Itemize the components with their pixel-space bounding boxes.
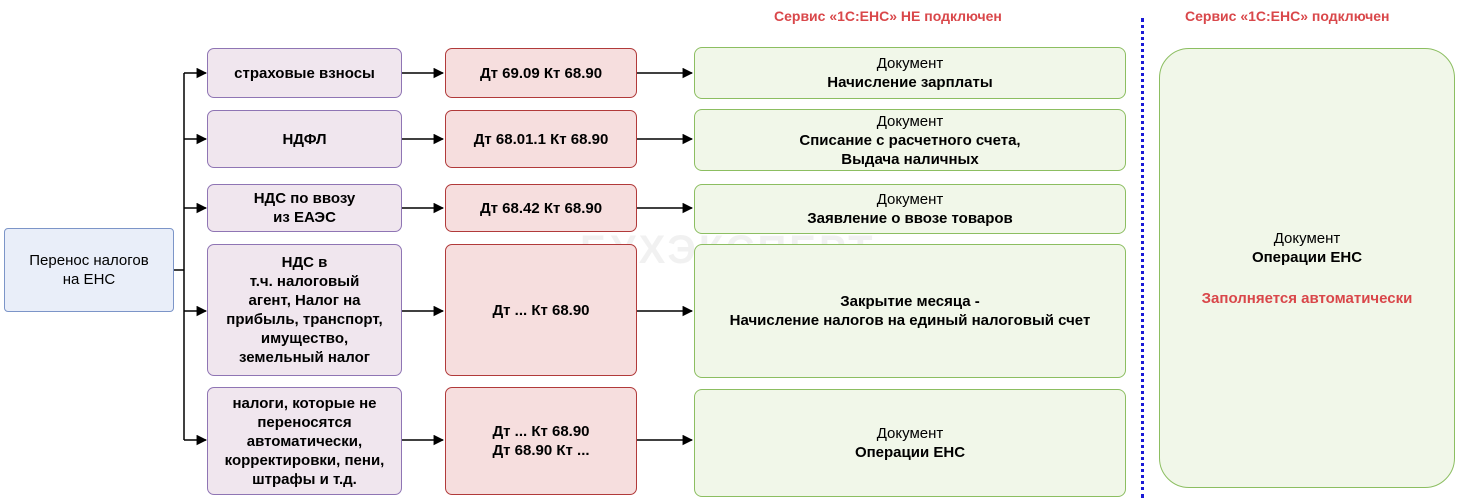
category-box-ndfl bbox=[207, 110, 402, 168]
doc-caption: Документ bbox=[876, 191, 944, 208]
category-line: т.ч. налоговый bbox=[249, 273, 360, 290]
doc-title-line: Начисление зарплаты bbox=[827, 74, 993, 91]
entry-line: Дт ... Кт 68.90 bbox=[492, 301, 590, 319]
doc-title-line: Списание с расчетного счета, bbox=[799, 131, 1021, 149]
source-trunk bbox=[174, 73, 184, 440]
category-line: автоматически, bbox=[246, 432, 363, 450]
entry-line: Дт 68.90 Кт ... bbox=[492, 442, 590, 459]
entry-box-row5 bbox=[445, 387, 637, 495]
category-line: НДФЛ bbox=[282, 130, 327, 148]
doc-title-line: Закрытие месяца - bbox=[840, 293, 980, 310]
category-line: НДС в bbox=[281, 254, 328, 271]
entry-line: Дт 68.01.1 Кт 68.90 bbox=[473, 130, 609, 148]
doc-box-ens-operations bbox=[694, 389, 1126, 497]
doc-box-bank-writeoff bbox=[694, 109, 1126, 171]
source-box bbox=[4, 228, 174, 312]
doc-title-line: Операции ЕНС bbox=[854, 444, 966, 461]
doc-box-month-closing bbox=[694, 244, 1126, 378]
doc-caption: Документ bbox=[876, 55, 944, 72]
doc-box-payroll bbox=[694, 47, 1126, 99]
header-connected: Сервис «1С:ЕНС» подключен bbox=[1185, 8, 1390, 24]
entry-line: Дт 69.09 Кт 68.90 bbox=[479, 64, 603, 82]
doc-box-import-declaration bbox=[694, 184, 1126, 234]
entry-line: Дт 68.42 Кт 68.90 bbox=[479, 199, 603, 217]
category-box-vat-import bbox=[207, 184, 402, 232]
entry-line: Дт ... Кт 68.90 bbox=[492, 423, 590, 440]
doc-caption: Документ bbox=[876, 425, 944, 442]
source-line-1: Перенос налогов bbox=[29, 252, 149, 269]
entry-box-row3 bbox=[445, 184, 637, 232]
category-box-vat-profit-etc bbox=[207, 244, 402, 376]
ens-caption: Документ bbox=[1273, 229, 1341, 247]
header-not-connected: Сервис «1С:ЕНС» НЕ подключен bbox=[774, 8, 1002, 24]
doc-caption: Документ bbox=[876, 112, 944, 130]
category-line: земельный налог bbox=[239, 349, 370, 366]
doc-title-line: Заявление о ввозе товаров bbox=[807, 210, 1013, 227]
category-line: агент, Налог на bbox=[248, 292, 361, 309]
category-box-insurance bbox=[207, 48, 402, 98]
category-line: переносятся bbox=[257, 413, 352, 431]
category-box-other-taxes bbox=[207, 387, 402, 495]
category-line: из ЕАЭС bbox=[273, 209, 336, 226]
doc-title-line: Выдача наличных bbox=[841, 150, 979, 168]
source-line-2: на ЕНС bbox=[62, 271, 116, 288]
category-line: налоги, которые не bbox=[232, 394, 377, 412]
category-line: страховые взносы bbox=[234, 64, 375, 82]
category-line: имущество, bbox=[260, 330, 349, 347]
category-line: НДС по ввозу bbox=[253, 190, 356, 207]
ens-auto-note: Заполняется автоматически bbox=[1201, 289, 1413, 307]
entry-box-row2 bbox=[445, 110, 637, 168]
ens-title: Операции ЕНС bbox=[1251, 248, 1363, 266]
entry-box-row4 bbox=[445, 244, 637, 376]
doc-title-line: Начисление налогов на единый налоговый счет bbox=[729, 312, 1091, 329]
category-line: штрафы и т.д. bbox=[252, 470, 357, 488]
entry-box-row1 bbox=[445, 48, 637, 98]
ens-operations-box bbox=[1159, 48, 1455, 488]
category-line: прибыль, транспорт, bbox=[226, 311, 383, 328]
category-line: корректировки, пени, bbox=[224, 451, 385, 469]
